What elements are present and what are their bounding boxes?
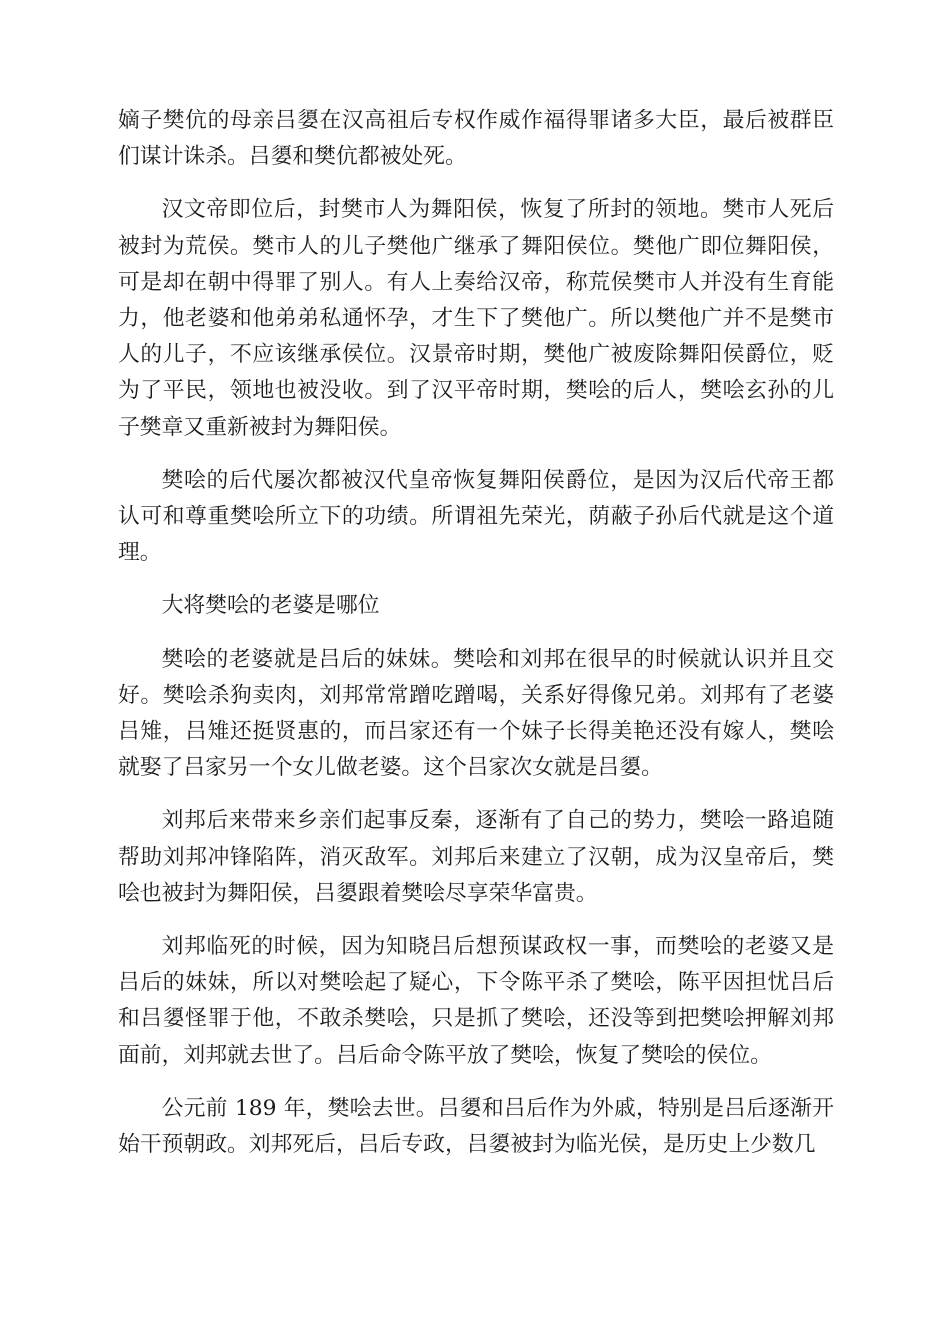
paragraph-2: 汉文帝即位后，封樊市人为舞阳侯，恢复了所封的领地。樊市人死后被封为荒侯。樊市人的儿子樊他广继承了舞阳侯位。樊他广即位舞阳侯，可是却在朝中得罪了别人。有人上奏给汉帝，称荒侯樊市人并没有生育能力，他老婆和他弟弟私通怀孕，才生下了樊他广。所以樊他广并不是樊市人的儿子，不应该继承侯位。汉景帝时期，樊他广被废除舞阳侯爵位，贬为了平民，领地也被没收。到了汉平帝时期，樊哙的后人，樊哙玄孙的儿子樊章又重新被封为舞阳侯。 <box>118 197 834 440</box>
paragraph-3: 樊哙的后代屡次都被汉代皇帝恢复舞阳侯爵位，是因为汉后代帝王都认可和尊重樊哙所立下的功绩。所谓祖先荣光，荫蔽子孙后代就是这个道理。 <box>118 467 834 566</box>
paragraph-6: 刘邦后来带来乡亲们起事反秦，逐渐有了自己的势力，樊哙一路追随帮助刘邦冲锋陷阵，消灭敌军。刘邦后来建立了汉朝，成为汉皇帝后，樊哙也被封为舞阳侯，吕嬃跟着樊哙尽享荣华富贵。 <box>118 808 834 906</box>
paragraph-7: 刘邦临死的时候，因为知晓吕后想预谋政权一事，而樊哙的老婆又是吕后的妹妹，所以对樊哙起了疑心，下令陈平杀了樊哙，陈平因担忧吕后和吕嬃怪罪于他，不敢杀樊哙，只是抓了樊哙，还没等到把樊哙押解刘邦面前，刘邦就去世了。吕后命令陈平放了樊哙，恢复了樊哙的侯位。 <box>118 934 834 1068</box>
paragraph-5: 樊哙的老婆就是吕后的妹妹。樊哙和刘邦在很早的时候就认识并且交好。樊哙杀狗卖肉，刘邦常常蹭吃蹭喝，关系好得像兄弟。刘邦有了老婆吕雉，吕雉还挺贤惠的，而吕家还有一个妹子长得美艳还没有嫁人，樊哙就娶了吕家另一个女儿做老婆。这个吕家次女就是吕嬃。 <box>118 646 834 781</box>
section-heading: 大将樊哙的老婆是哪位 <box>161 593 380 619</box>
document-page <box>118 103 834 1180</box>
paragraph-8: 公元前 189 年，樊哙去世。吕嬃和吕后作为外戚，特别是吕后逐渐开始干预朝政。刘邦死后，吕后专政，吕嬃被封为临光侯，是历史上少数几 <box>118 1095 834 1158</box>
paragraph-1: 嫡子樊伉的母亲吕嬃在汉高祖后专权作威作福得罪诸多大臣，最后被群臣们谋计诛杀。吕嬃和樊伉都被处死。 <box>118 108 834 170</box>
